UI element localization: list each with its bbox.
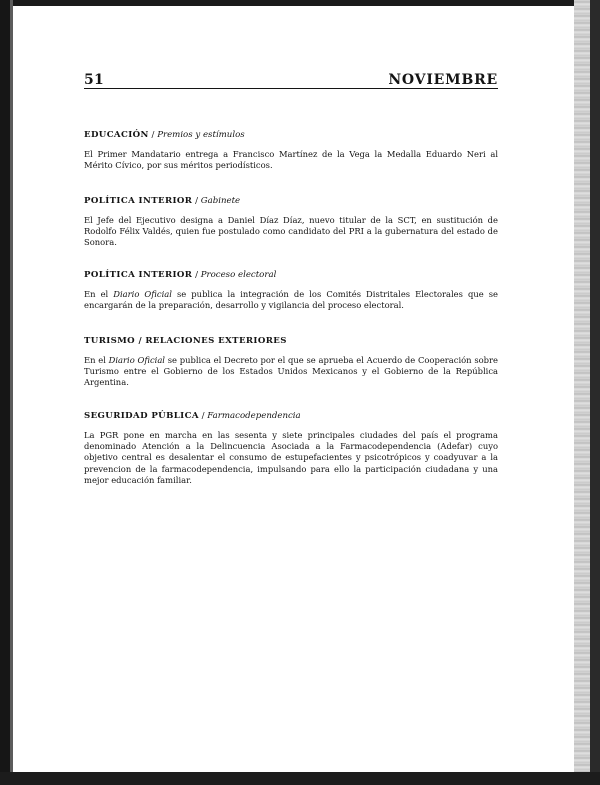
month-title: NOVIEMBRE [388, 72, 498, 88]
entry-body [84, 355, 498, 389]
entry-politica-gabinete [84, 195, 498, 249]
heading-separator: / [201, 411, 205, 421]
scan-border-left [0, 0, 10, 785]
body-text: se publica la integración de los Comités Distritales Electorales que se encargarán de la preparación, desarrollo y vigilancia del proceso electoral. [84, 289, 498, 311]
entry-heading [84, 269, 498, 281]
entry-turismo [84, 335, 498, 389]
publication-name: Diario Oficial [113, 289, 172, 299]
heading-separator: / [195, 270, 198, 280]
entry-body: La PGR pone en marcha en las sesenta y siete principales ciudades del país el programa denominado Atención a la Delincuencia Asociada a la Farmacodependencia (Adefar) cuyo objetivo central es desalentar el consumo de estupefacientes y psicotrópicos y coadyuvar a la prevencion de la farmacodependencia, impulsando para ello la participación ciudadana y una mejor educación familiar. [84, 430, 498, 485]
heading-separator: / [195, 196, 198, 206]
entry-section: POLÍTICA INTERIOR [84, 270, 193, 280]
heading-separator: / [151, 130, 155, 140]
entry-body [84, 289, 498, 311]
scan-border-left-shadow [10, 0, 13, 785]
entry-section: SEGURIDAD PÚBLICA [84, 411, 199, 421]
entry-section: EDUCACIÓN [84, 130, 149, 140]
entry-heading [84, 129, 498, 141]
entry-seguridad [84, 410, 498, 486]
entry-heading [84, 335, 498, 347]
body-text: En el [84, 355, 106, 365]
entry-politica-proceso [84, 269, 498, 311]
entry-body: El Primer Mandatario entrega a Francisco Martínez de la Vega la Medalla Eduardo Neri al Mérito Cívico, por sus méritos periodísticos. [84, 149, 498, 171]
entry-educacion [84, 129, 498, 171]
entry-heading [84, 410, 498, 422]
scan-border-top [0, 0, 600, 6]
publication-name: Diario Oficial [108, 355, 165, 365]
page-number: 51 [84, 72, 105, 88]
entry-heading [84, 195, 498, 207]
entry-section: POLÍTICA INTERIOR [84, 196, 193, 206]
entry-section: TURISMO / RELACIONES EXTERIORES [84, 336, 287, 346]
page-header [84, 72, 498, 92]
scan-border-bottom [0, 772, 600, 785]
body-text: En el [84, 289, 109, 299]
entry-topic: Proceso electoral [200, 270, 277, 280]
entry-body: El Jefe del Ejecutivo designa a Daniel Díaz Díaz, nuevo titular de la SCT, en sustitución de Rodolfo Félix Valdés, quien fue postulado como candidato del PRI a la gubernatura del estado de Sonora. [84, 215, 498, 248]
body-text: se publica el Decreto por el que se aprueba el Acuerdo de Cooperación sobre Turismo entre el Gobierno de los Estados Unidos Mexicanos y el Gobierno de la República Argentina. [84, 355, 498, 388]
entry-topic: Premios y estímulos [157, 130, 245, 140]
scan-border-right-edge [590, 0, 600, 785]
header-rule [84, 88, 498, 89]
entry-topic: Gabinete [200, 196, 241, 206]
entry-topic: Farmacodependencia [207, 411, 301, 421]
